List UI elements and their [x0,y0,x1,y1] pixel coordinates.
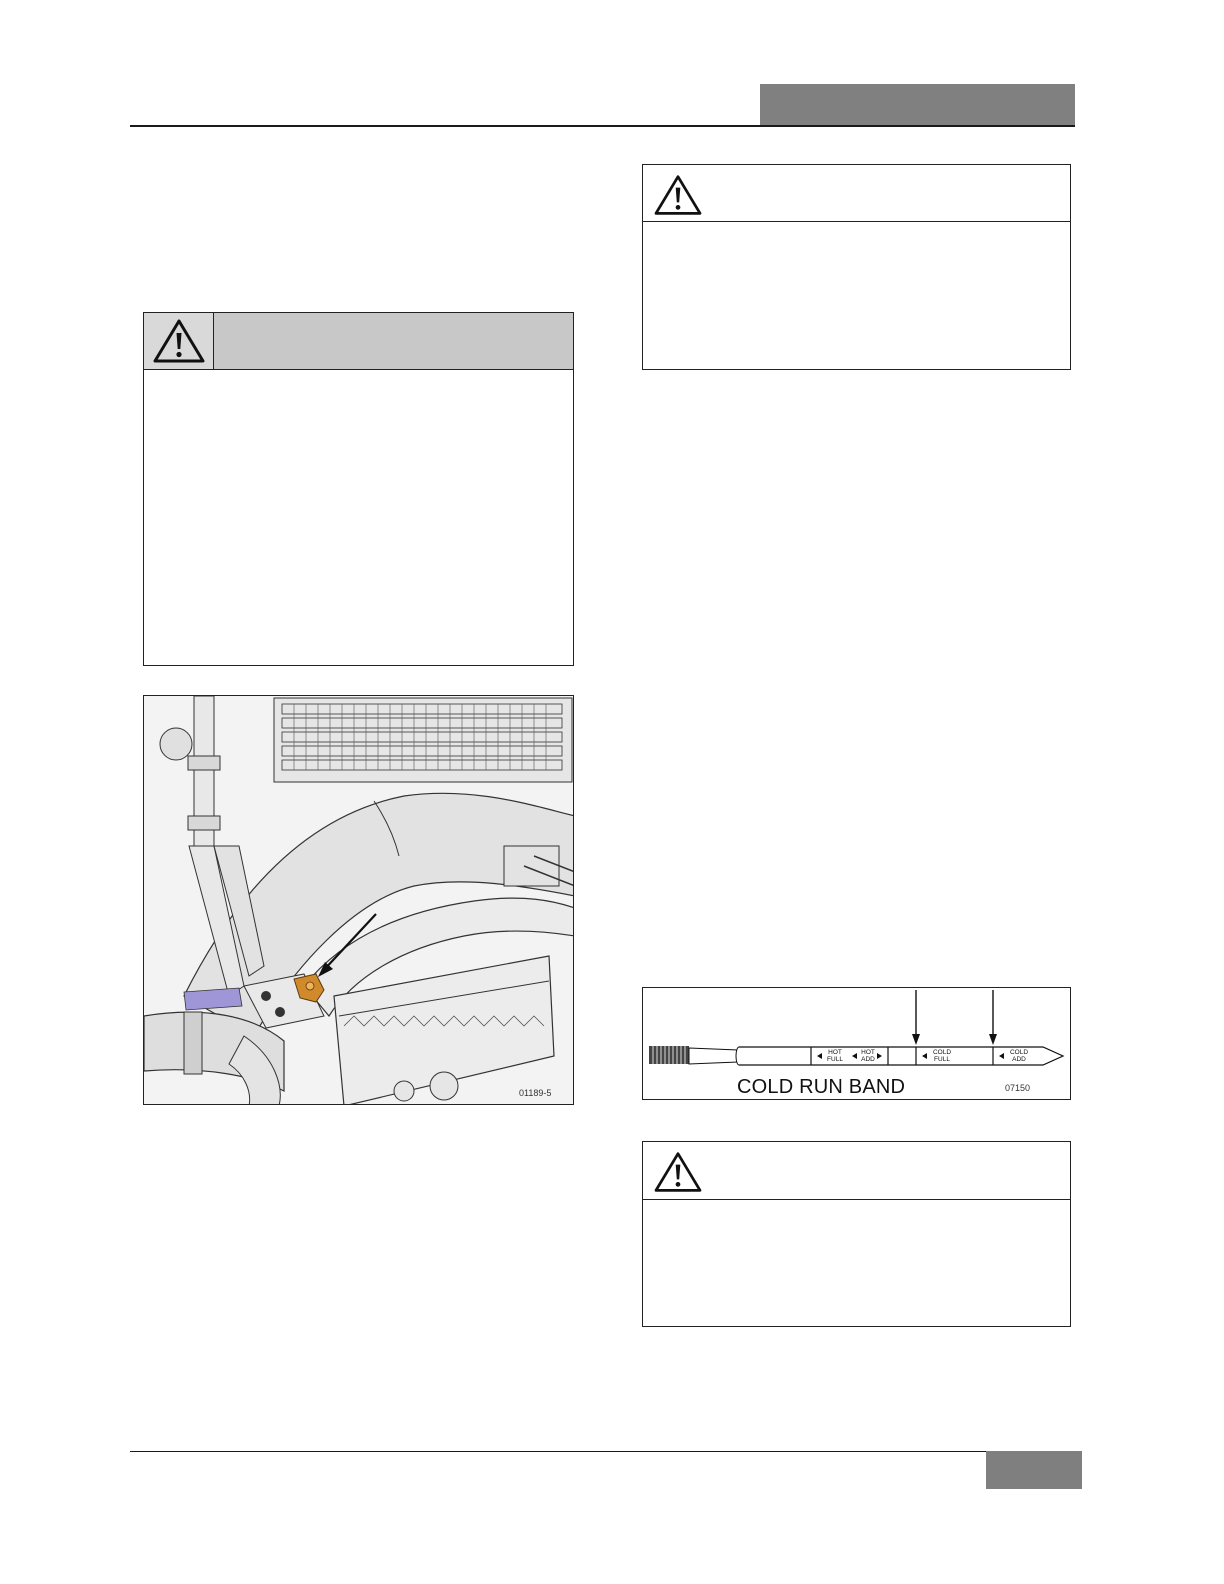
warning-triangle-icon [152,317,206,365]
cold-run-band-label: COLD RUN BAND [737,1076,906,1098]
footer-page-tab [986,1451,1082,1489]
engine-illustration [144,696,574,1105]
header-section-tab [760,84,1075,126]
engine-figure [143,695,574,1105]
warning-box-left [143,312,574,666]
mark-line: FULL [827,1056,843,1063]
mark-line: COLD [932,1049,952,1056]
warning-header [144,313,573,370]
mark-cold-add [1005,1049,1033,1063]
warning-box-right-bottom [642,1141,1071,1327]
mark-line: ADD [1012,1056,1026,1063]
mark-hot-add [856,1049,880,1063]
warning-icon-cell [144,313,214,369]
mark-line: FULL [934,1056,950,1063]
mark-line: HOT [828,1049,842,1056]
dipstick-figure-code: 07150 [1005,1083,1031,1093]
mark-line: ADD [861,1056,875,1063]
header-rule [130,125,1075,127]
warning-box-right-top [642,164,1071,370]
mark-line: HOT [861,1049,875,1056]
warning-triangle-icon [653,1150,703,1194]
warning-header [643,165,1070,222]
mark-line: COLD [1009,1049,1029,1056]
warning-triangle-icon [653,173,703,217]
dipstick-figure [642,987,1071,1100]
engine-figure-code: 01189-5 [519,1088,552,1098]
mark-cold-full [928,1049,956,1063]
warning-header [643,1142,1070,1200]
mark-hot-full [823,1049,847,1063]
footer-rule [130,1451,1082,1452]
